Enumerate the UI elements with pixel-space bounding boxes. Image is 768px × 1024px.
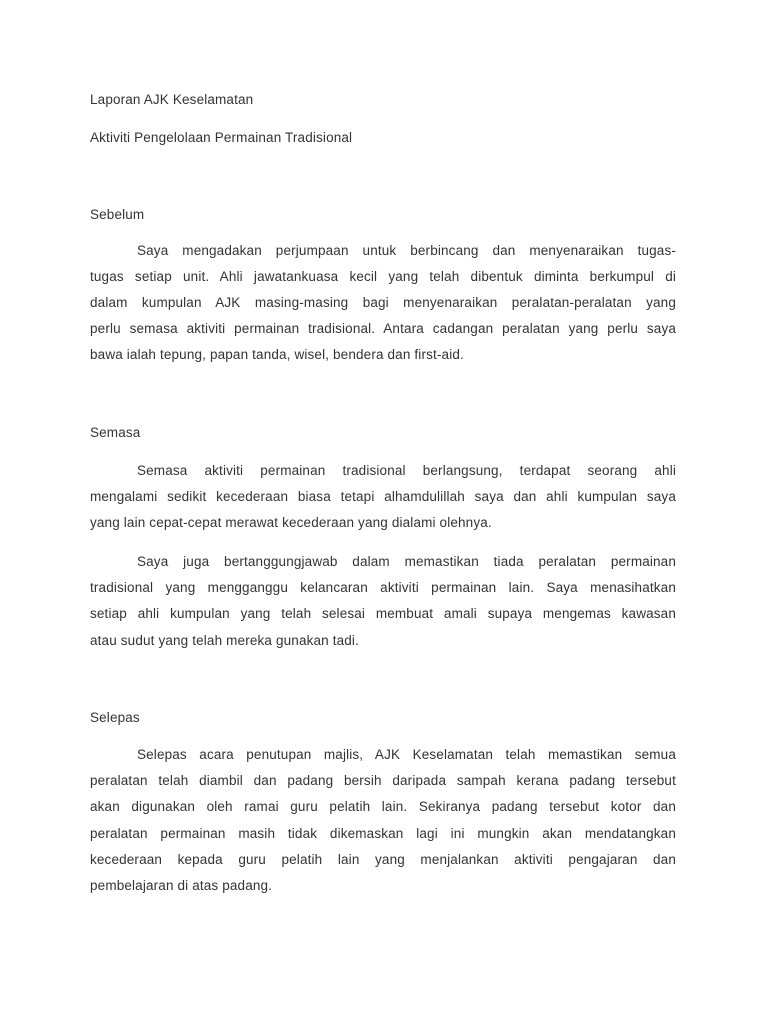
paragraph-line: kecederaan kepada guru pelatih lain yang menjalankan aktiviti pengajaran dan (90, 852, 676, 867)
paragraph-line: pembelajaran di atas padang. (90, 878, 273, 893)
paragraph-line: Saya mengadakan perjumpaan untuk berbincang dan menyenaraikan tugas- (137, 243, 676, 258)
paragraph-line: perlu semasa aktiviti permainan tradisional. Antara cadangan peralatan yang perlu saya (90, 321, 676, 336)
paragraph-line: Semasa aktiviti permainan tradisional berlangsung, terdapat seorang ahli (137, 463, 676, 478)
paragraph-line: atau sudut yang telah mereka gunakan tadi. (90, 633, 359, 648)
document-title: Laporan AJK Keselamatan (90, 92, 254, 107)
paragraph-line: Selepas acara penutupan majlis, AJK Keselamatan telah memastikan semua (137, 747, 676, 762)
paragraph-line: bawa ialah tepung, papan tanda, wisel, bendera dan first-aid. (90, 347, 464, 362)
section-heading-sebelum: Sebelum (90, 207, 145, 222)
document-subtitle: Aktiviti Pengelolaan Permainan Tradisional (90, 130, 353, 145)
section-heading-semasa: Semasa (90, 425, 141, 440)
paragraph-line: dalam kumpulan AJK masing-masing bagi menyenaraikan peralatan-peralatan yang (90, 295, 676, 310)
paragraph-line: peralatan permainan masih tidak dikemaskan lagi ini mungkin akan mendatangkan (90, 826, 676, 841)
paragraph-line: tradisional yang mengganggu kelancaran aktiviti permainan lain. Saya menasihatkan (90, 580, 676, 595)
paragraph-line: akan digunakan oleh ramai guru pelatih lain. Sekiranya padang tersebut kotor dan (90, 799, 676, 814)
paragraph-line: yang lain cepat-cepat merawat kecederaan yang dialami olehnya. (90, 515, 492, 530)
paragraph-line: Saya juga bertanggungjawab dalam memastikan tiada peralatan permainan (137, 554, 676, 569)
paragraph-line: peralatan telah diambil dan padang bersih daripada sampah kerana padang tersebut (90, 773, 676, 788)
paragraph-line: mengalami sedikit kecederaan biasa tetapi alhamdulillah saya dan ahli kumpulan saya (90, 489, 676, 504)
paragraph-line: setiap ahli kumpulan yang telah selesai membuat amali supaya mengemas kawasan (90, 606, 676, 621)
section-heading-selepas: Selepas (90, 710, 140, 725)
paragraph-line: tugas setiap unit. Ahli jawatankuasa kecil yang telah dibentuk diminta berkumpul di (90, 269, 676, 284)
